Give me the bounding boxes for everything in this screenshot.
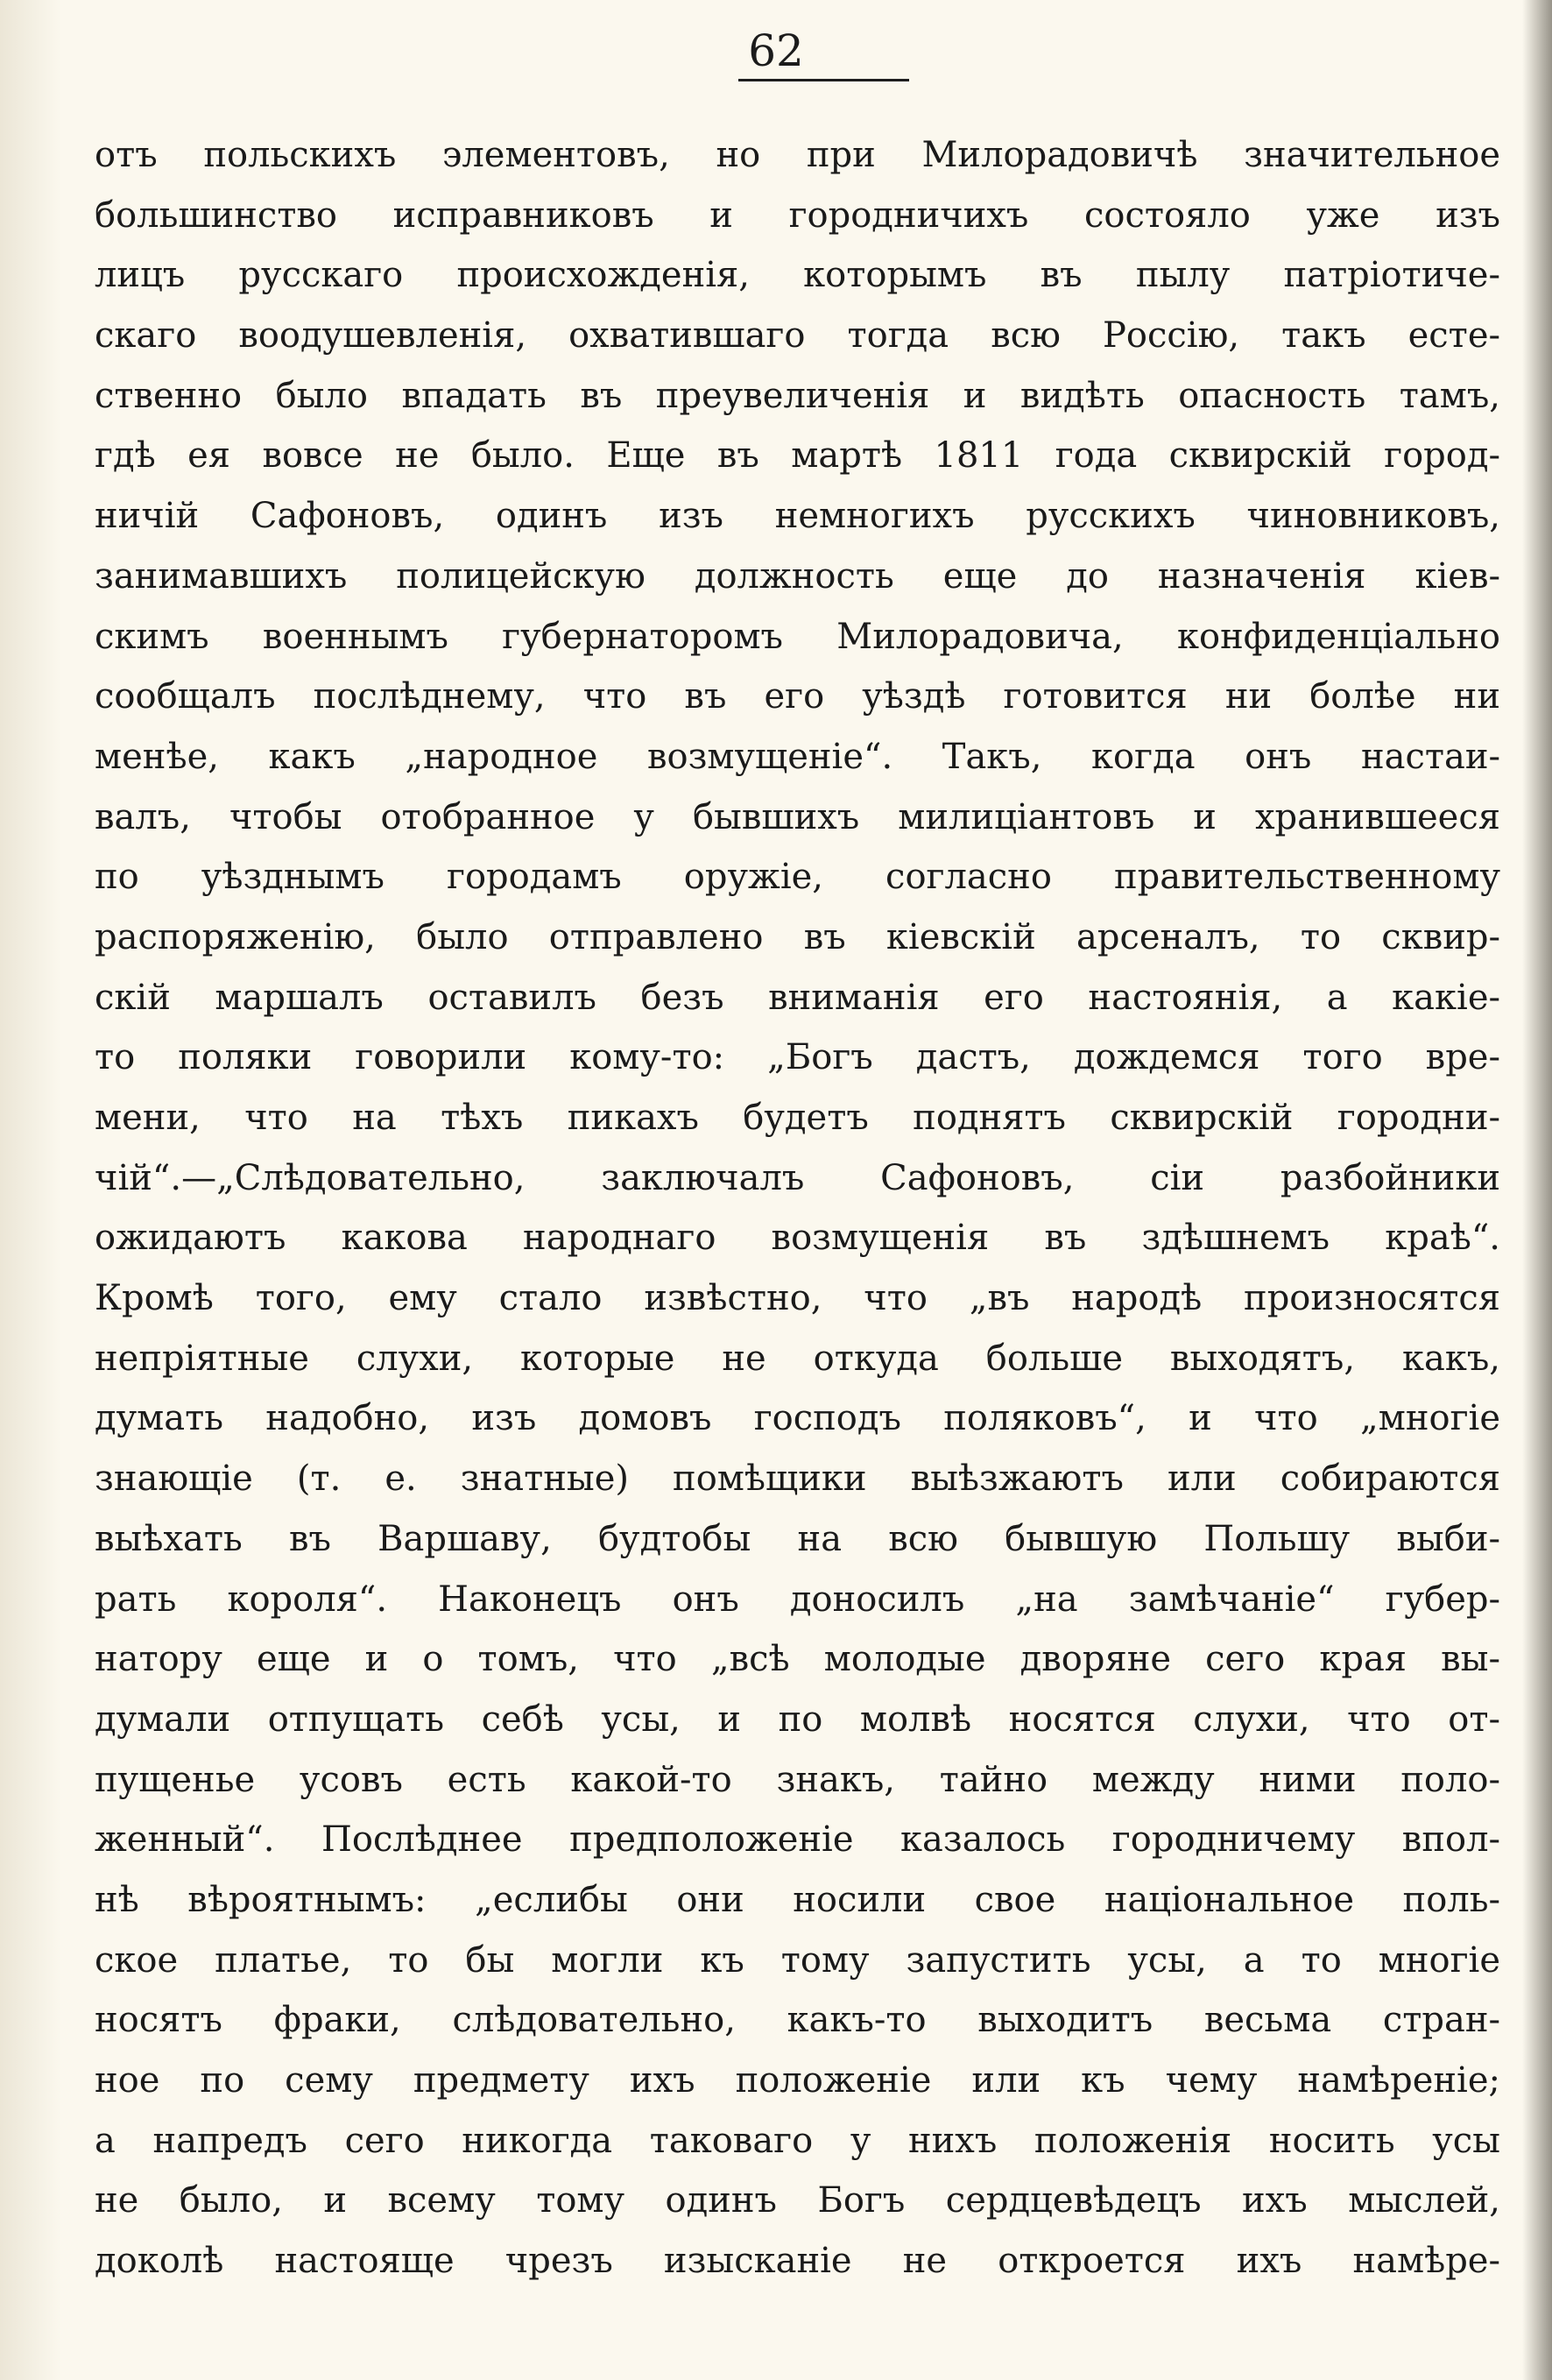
page-number: 62 (748, 25, 804, 76)
text-line: нѣ вѣроятнымъ: „еслибы они носили свое національное поль- (95, 1879, 1500, 1920)
text-line: менѣе, какъ „народное возмущеніе“. Такъ, когда онъ настаи- (95, 736, 1500, 777)
text-line: доколѣ настояще чрезъ изысканіе не откроется ихъ намѣре- (95, 2241, 1500, 2282)
page-gutter-shadow (0, 0, 61, 2380)
text-line: думать надобно, изъ домовъ господъ поляковъ“, и что „многіе (95, 1398, 1500, 1439)
text-line: ожидаютъ какова народнаго возмущенія въ здѣшнемъ краѣ“. (95, 1218, 1500, 1259)
text-line: по уѣзднымъ городамъ оружіе, согласно правительственному (95, 857, 1500, 898)
text-line: гдѣ ея вовсе не было. Еще въ мартѣ 1811 года сквирскій город- (95, 435, 1500, 477)
text-line: распоряженію, было отправлено въ кіевскій арсеналъ, то сквир- (95, 916, 1500, 957)
text-line: пущенье усовъ есть какой-то знакъ, тайно между ними поло- (95, 1759, 1500, 1800)
text-line: большинство исправниковъ и городничихъ состояло уже изъ (95, 194, 1500, 236)
text-line: скаго воодушевленія, охватившаго тогда всю Россію, такъ есте- (95, 315, 1500, 357)
text-line: мени, что на тѣхъ пикахъ будетъ поднятъ сквирскій городни- (95, 1098, 1500, 1138)
text-line: а напредъ сего никогда таковаго у нихъ положенія носить усы (95, 2120, 1500, 2161)
text-line: лицъ русскаго происхожденія, которымъ въ пылу патріотиче- (95, 255, 1500, 296)
text-line: валъ, чтобы отобранное у бывшихъ милиціантовъ и хранившееся (95, 796, 1500, 837)
text-line: непріятные слухи, которые не откуда больше выходятъ, какъ, (95, 1338, 1500, 1379)
text-line: ничій Сафоновъ, одинъ изъ немногихъ русскихъ чиновниковъ, (95, 496, 1500, 537)
page-number-rule (738, 79, 909, 81)
text-line: ное по сему предмету ихъ положеніе или къ чему намѣреніе; (95, 2060, 1500, 2101)
text-line: чій“.—„Слѣдовательно, заключалъ Сафоновъ, сіи разбойники (95, 1157, 1500, 1198)
text-line: думали отпущать себѣ усы, и по молвѣ носятся слухи, что от- (95, 1698, 1500, 1740)
text-line: то поляки говорили кому-то: „Богъ дастъ, дождемся того вре- (95, 1037, 1500, 1078)
body-text (95, 125, 1500, 2292)
text-line: женный“. Послѣднее предположеніе казалось городничему впол- (95, 1819, 1500, 1861)
text-line: рать короля“. Наконецъ онъ доносилъ „на замѣчаніе“ губер- (95, 1578, 1500, 1620)
text-line: отъ польскихъ элементовъ, но при Милорадовичѣ значительное (95, 135, 1500, 175)
text-line: выѣхать въ Варшаву, будтобы на всю бывшую Польшу выби- (95, 1518, 1500, 1559)
page-edge-shadow (1522, 0, 1552, 2380)
text-line: скимъ военнымъ губернаторомъ Милорадовича, конфиденціально (95, 616, 1500, 657)
text-line: занимавшихъ полицейскую должность еще до назначенія кіев- (95, 555, 1500, 597)
text-line: сообщалъ послѣднему, что въ его уѣздѣ готовится ни болѣе ни (95, 676, 1500, 717)
text-line: не было, и всему тому одинъ Богъ сердцевѣдецъ ихъ мыслей, (95, 2180, 1500, 2221)
text-line: скій маршалъ оставилъ безъ вниманія его настоянія, а какіе- (95, 977, 1500, 1018)
text-line: ское платье, то бы могли къ тому запустить усы, а то многіе (95, 1939, 1500, 1981)
text-line: Кромѣ того, ему стало извѣстно, что „въ народѣ произносятся (95, 1278, 1500, 1319)
text-line: носятъ фраки, слѣдовательно, какъ-то выходитъ весьма стран- (95, 2000, 1500, 2041)
text-line: ственно было впадать въ преувеличенія и видѣть опасность тамъ, (95, 375, 1500, 416)
text-line: натору еще и о томъ, что „всѣ молодые дворяне сего края вы- (95, 1639, 1500, 1680)
text-line: знающіе (т. е. знатные) помѣщики выѣзжаютъ или собираются (95, 1458, 1500, 1500)
